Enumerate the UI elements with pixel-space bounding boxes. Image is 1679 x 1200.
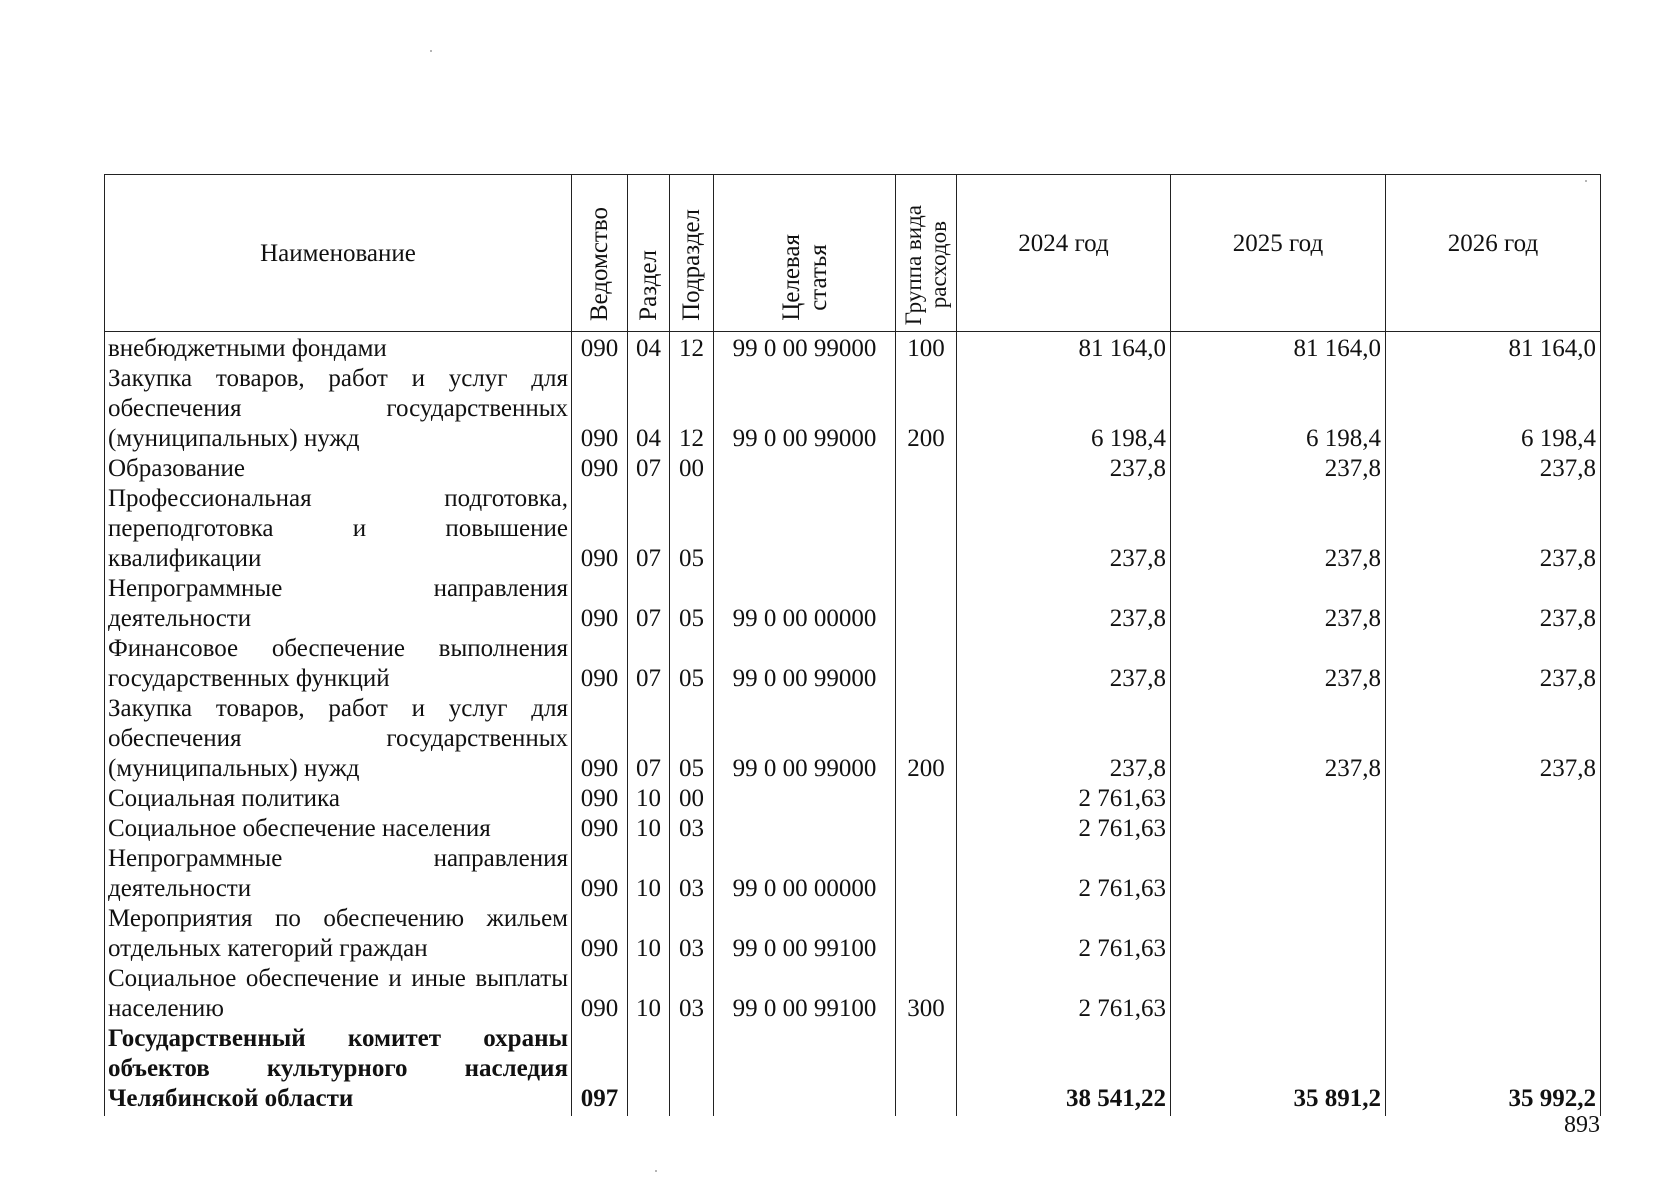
cell-section: 10 [628, 784, 670, 814]
cell-subsection: 03 [670, 814, 714, 844]
cell-group: 100 [896, 332, 957, 365]
cell-subsection: 03 [670, 964, 714, 1024]
cell-2024: 237,8 [957, 694, 1171, 784]
table-row [105, 454, 1601, 484]
cell-2026 [1386, 784, 1601, 814]
header-department-label: Ведомство [586, 206, 613, 321]
cell-group [896, 784, 957, 814]
cell-subsection: 00 [670, 784, 714, 814]
cell-2024: 2 761,63 [957, 964, 1171, 1024]
cell-2025 [1171, 784, 1386, 814]
table-row [105, 844, 1601, 904]
cell-2026 [1386, 814, 1601, 844]
cell-2025 [1171, 964, 1386, 1024]
table-row [105, 364, 1601, 454]
cell-name: внебюджетными фондами [105, 332, 572, 365]
cell-section: 04 [628, 332, 670, 365]
cell-department: 097 [572, 1024, 628, 1116]
cell-2025: 237,8 [1171, 574, 1386, 634]
cell-subsection: 12 [670, 364, 714, 454]
cell-2026 [1386, 844, 1601, 904]
cell-2025: 35 891,2 [1171, 1024, 1386, 1116]
cell-2026: 237,8 [1386, 574, 1601, 634]
header-subsection [670, 175, 714, 332]
cell-2024: 2 761,63 [957, 784, 1171, 814]
cell-department: 090 [572, 634, 628, 694]
header-section-label: Раздел [635, 250, 662, 321]
cell-2024: 2 761,63 [957, 844, 1171, 904]
cell-2024: 2 761,63 [957, 814, 1171, 844]
header-year-2025 [1171, 175, 1386, 332]
cell-group: 300 [896, 964, 957, 1024]
cell-name: Финансовое обеспечение выполнения государственных функций [105, 634, 572, 694]
table-row [105, 904, 1601, 964]
cell-department: 090 [572, 694, 628, 784]
table-row [105, 814, 1601, 844]
page-number: 893 [1564, 1112, 1600, 1138]
header-group-line1: Группа вида [901, 204, 926, 325]
cell-section: 10 [628, 814, 670, 844]
header-name-label: Наименование [260, 239, 416, 267]
cell-department: 090 [572, 332, 628, 365]
cell-department: 090 [572, 484, 628, 574]
cell-subsection: 12 [670, 332, 714, 365]
header-year-2026 [1386, 175, 1601, 332]
header-group-label [901, 205, 951, 325]
cell-department: 090 [572, 454, 628, 484]
header-name [105, 175, 572, 332]
cell-name: Государственный комитет охраны объектов культурного наследия Челябинской области [105, 1024, 572, 1116]
cell-2024: 2 761,63 [957, 904, 1171, 964]
cell-target: 99 0 00 99100 [714, 904, 896, 964]
table-row [105, 332, 1601, 365]
cell-name: Социальная политика [105, 784, 572, 814]
scan-speck [430, 50, 432, 52]
table-row [105, 484, 1601, 574]
cell-target: 99 0 00 99000 [714, 364, 896, 454]
cell-2025 [1171, 904, 1386, 964]
cell-2026: 81 164,0 [1386, 332, 1601, 365]
table-row [105, 784, 1601, 814]
cell-subsection: 00 [670, 454, 714, 484]
header-year-2024 [957, 175, 1171, 332]
cell-target: 99 0 00 99000 [714, 634, 896, 694]
cell-department: 090 [572, 574, 628, 634]
header-group [896, 175, 957, 332]
cell-section: 10 [628, 964, 670, 1024]
header-year-2024-label: 2024 год [1018, 229, 1109, 257]
cell-department: 090 [572, 964, 628, 1024]
cell-department: 090 [572, 814, 628, 844]
cell-group: 200 [896, 694, 957, 784]
header-subsection-label: Подраздел [678, 209, 705, 321]
cell-section: 07 [628, 694, 670, 784]
cell-2025: 237,8 [1171, 454, 1386, 484]
cell-department: 090 [572, 364, 628, 454]
cell-group [896, 1024, 957, 1116]
cell-2024: 237,8 [957, 454, 1171, 484]
cell-section: 07 [628, 454, 670, 484]
cell-group [896, 634, 957, 694]
cell-group [896, 844, 957, 904]
cell-group: 200 [896, 364, 957, 454]
cell-name: Социальное обеспечение и иные выплаты населению [105, 964, 572, 1024]
table-row [105, 1024, 1601, 1116]
cell-name: Мероприятия по обеспечению жильем отдельных категорий граждан [105, 904, 572, 964]
cell-subsection: 05 [670, 484, 714, 574]
cell-group [896, 454, 957, 484]
cell-target [714, 454, 896, 484]
header-department [572, 175, 628, 332]
header-year-2025-label: 2025 год [1232, 229, 1324, 257]
cell-name: Непрограммные направления деятельности [105, 574, 572, 634]
cell-target: 99 0 00 99000 [714, 332, 896, 365]
cell-section: 07 [628, 634, 670, 694]
cell-subsection: 05 [670, 574, 714, 634]
cell-group [896, 484, 957, 574]
cell-section: 04 [628, 364, 670, 454]
cell-subsection: 05 [670, 694, 714, 784]
cell-subsection: 05 [670, 634, 714, 694]
cell-name: Закупка товаров, работ и услуг для обеспечения государственных (муниципальных) нужд [105, 694, 572, 784]
cell-name: Образование [105, 454, 572, 484]
cell-2024: 237,8 [957, 574, 1171, 634]
header-section [628, 175, 670, 332]
header-group-line2: расходов [926, 221, 951, 309]
cell-2025: 237,8 [1171, 634, 1386, 694]
cell-target [714, 1024, 896, 1116]
cell-target: 99 0 00 00000 [714, 574, 896, 634]
cell-2024: 237,8 [957, 484, 1171, 574]
cell-2026: 6 198,4 [1386, 364, 1601, 454]
cell-group [896, 814, 957, 844]
cell-2025 [1171, 844, 1386, 904]
cell-2026: 237,8 [1386, 454, 1601, 484]
cell-2025: 81 164,0 [1171, 332, 1386, 365]
cell-2026: 237,8 [1386, 694, 1601, 784]
header-year-2026-label: 2026 год [1447, 229, 1539, 257]
cell-subsection: 03 [670, 844, 714, 904]
cell-target: 99 0 00 00000 [714, 844, 896, 904]
cell-name: Профессиональная подготовка, переподготовка и повышение квалификации [105, 484, 572, 574]
budget-table [104, 174, 1601, 1116]
cell-section: 07 [628, 574, 670, 634]
cell-group [896, 574, 957, 634]
cell-department: 090 [572, 784, 628, 814]
header-target-line1: Целевая [777, 234, 805, 321]
cell-subsection: 03 [670, 904, 714, 964]
table-row [105, 634, 1601, 694]
table-header [105, 175, 1601, 332]
header-target [714, 175, 896, 332]
cell-name: Закупка товаров, работ и услуг для обеспечения государственных (муниципальных) нужд [105, 364, 572, 454]
cell-2026 [1386, 964, 1601, 1024]
cell-section: 07 [628, 484, 670, 574]
table-row [105, 964, 1601, 1024]
cell-2025: 6 198,4 [1171, 364, 1386, 454]
cell-target: 99 0 00 99100 [714, 964, 896, 1024]
cell-2025 [1171, 814, 1386, 844]
cell-2026: 237,8 [1386, 634, 1601, 694]
cell-target [714, 784, 896, 814]
header-target-line2: статья [804, 244, 832, 311]
cell-target [714, 484, 896, 574]
scan-speck [1585, 180, 1587, 182]
cell-2024: 237,8 [957, 634, 1171, 694]
table-row [105, 694, 1601, 784]
scan-speck [655, 1170, 657, 1172]
cell-target: 99 0 00 99000 [714, 694, 896, 784]
cell-2026: 35 992,2 [1386, 1024, 1601, 1116]
cell-2026 [1386, 904, 1601, 964]
cell-section: 10 [628, 844, 670, 904]
cell-2024: 6 198,4 [957, 364, 1171, 454]
cell-2024: 81 164,0 [957, 332, 1171, 365]
header-target-label [778, 234, 832, 321]
cell-name: Непрограммные направления деятельности [105, 844, 572, 904]
cell-subsection [670, 1024, 714, 1116]
cell-2025: 237,8 [1171, 694, 1386, 784]
cell-2026: 237,8 [1386, 484, 1601, 574]
table-row [105, 574, 1601, 634]
table-body [105, 332, 1601, 1117]
cell-department: 090 [572, 844, 628, 904]
cell-section [628, 1024, 670, 1116]
cell-department: 090 [572, 904, 628, 964]
cell-target [714, 814, 896, 844]
cell-name: Социальное обеспечение населения [105, 814, 572, 844]
cell-section: 10 [628, 904, 670, 964]
cell-group [896, 904, 957, 964]
cell-2025: 237,8 [1171, 484, 1386, 574]
cell-2024: 38 541,22 [957, 1024, 1171, 1116]
